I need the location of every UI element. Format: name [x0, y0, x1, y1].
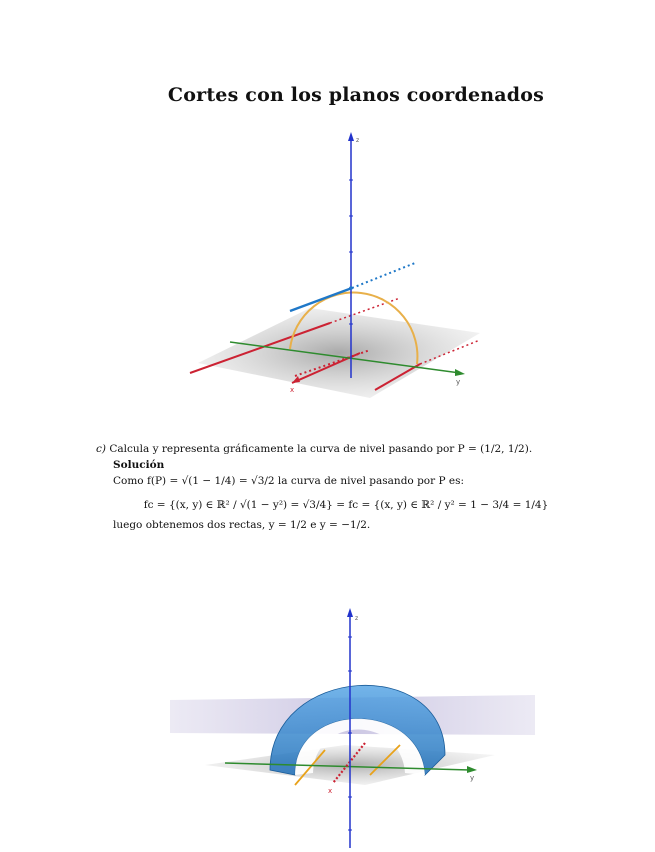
- figure-coordinate-cuts: [170, 128, 490, 403]
- y-axis-2-label: y: [470, 774, 475, 782]
- y-axis-2-arrow: [467, 766, 477, 773]
- figure-level-curve: [165, 605, 555, 848]
- z-axis-arrow: [348, 132, 354, 141]
- x-axis-2-label: x: [328, 787, 333, 795]
- blue-line-dotted: [352, 263, 415, 288]
- x-axis-label: x: [290, 386, 295, 394]
- part-c-statement: Calcula y representa gráficamente la curva de nivel pasando por P = (1/2, 1/2).: [109, 443, 533, 455]
- level-curve-equation: fc = {(x, y) ∈ ℝ² / √(1 − y²) = √3/4} = fc = {(x, y) ∈ ℝ² / y² = 1 − 3/4 = 1/4}: [143, 499, 549, 511]
- y-axis-label: y: [456, 378, 461, 386]
- solution-conclusion: luego obtenemos dos rectas, y = 1/2 e y = −1/2.: [113, 519, 371, 531]
- blue-line: [290, 288, 352, 311]
- part-c-marker: c): [96, 443, 106, 455]
- z-axis-2-arrow: [347, 608, 353, 617]
- page-title: Cortes con los planos coordenados: [167, 84, 545, 106]
- xy-plane: [198, 308, 480, 398]
- part-c-text: [96, 441, 596, 533]
- part-c-statement-line: [96, 441, 596, 457]
- figure-1-svg: [170, 128, 490, 403]
- y-axis-arrow: [455, 369, 465, 376]
- solution-intro: Como f(P) = √(1 − 1/4) = √3/2 la curva de nivel pasando por P es:: [113, 475, 465, 487]
- z-axis-label: z: [356, 137, 360, 144]
- solution-label: Solución: [113, 459, 165, 471]
- z-axis-2-label: z: [355, 615, 359, 622]
- point-p: [349, 286, 353, 290]
- figure-2-svg: [165, 605, 555, 848]
